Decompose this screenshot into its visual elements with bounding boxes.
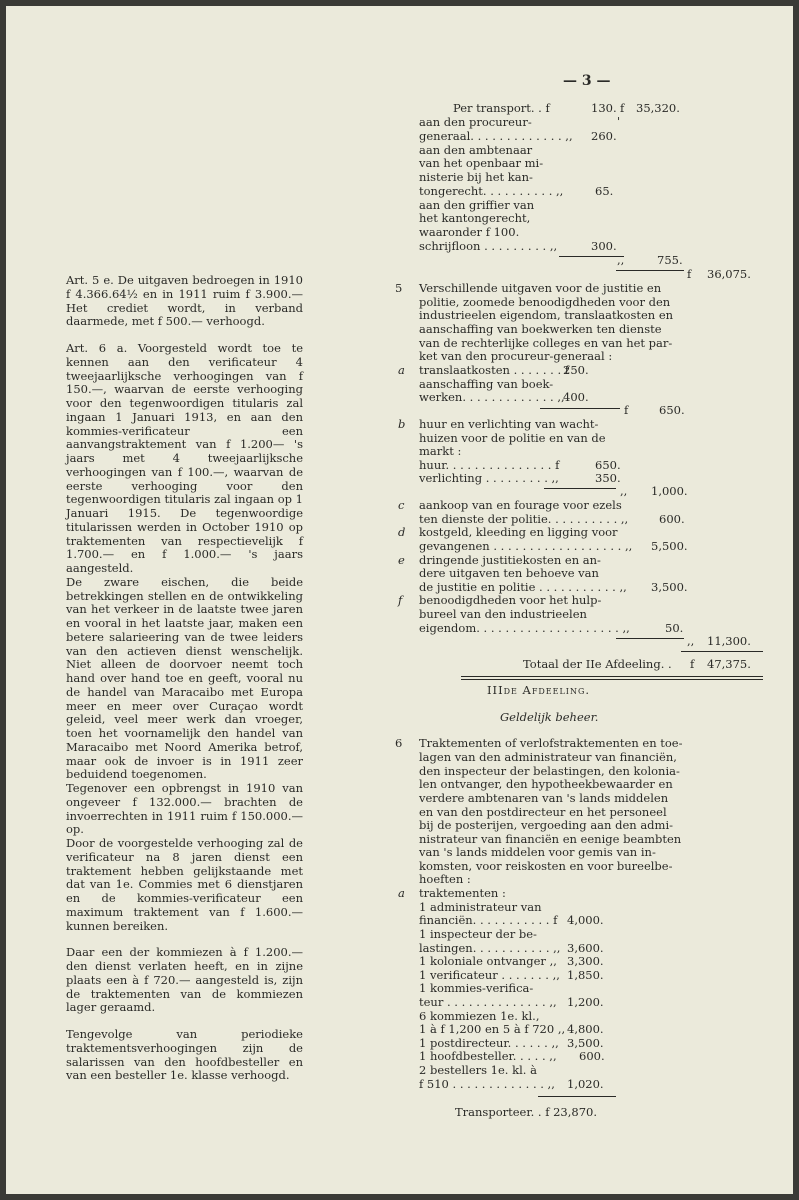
art6-line: bij de posterijen, vergoeding aan den admi-	[419, 818, 674, 832]
salary-value: 1,850.	[567, 968, 604, 982]
salary-line: financiën. . . . . . . . . . . f	[419, 913, 558, 927]
salary-line: 2 bestellers 1e. kl. à	[419, 1063, 537, 1077]
salary-value: 600.	[579, 1049, 605, 1063]
item-letter: f	[398, 593, 403, 607]
transport-label: Per transport. . f	[453, 101, 550, 115]
art5-c-line: ten dienste der politie. . . . . . . . . . ,,	[419, 512, 629, 526]
art5-b-value: 350.	[595, 471, 621, 485]
art5-line: aanschaffing van boekwerken ten dienste	[419, 322, 662, 336]
page-number: — 3 —	[563, 73, 611, 89]
transport-item: tongerecht. . . . . . . . . . ,,	[419, 184, 564, 198]
art6-line: lagen van den administrateur van financiën,	[419, 750, 677, 764]
art5-a-line: aanschaffing van boek-	[419, 377, 554, 391]
salary-line: 1 hoofdbesteller. . . . . ,,	[419, 1049, 557, 1063]
salary-line: 6 kommiezen 1e. kl.,	[419, 1009, 540, 1023]
section-subheading: Geldelijk beheer.	[500, 710, 599, 724]
rule	[681, 651, 763, 652]
ink-mark: '	[617, 114, 621, 128]
transport-item-value: 65.	[595, 184, 614, 198]
transport-subtotal: 755.	[657, 253, 683, 267]
paragraph: Tegenover een opbrengst in 1910 van ongeveer f 132.000.— brachten de invoerrechten in 1911 ruim f 150.000.— op.	[66, 781, 303, 837]
art5-a-line: translaatkosten . . . . . . . f	[419, 363, 570, 377]
art5-a-total: 650.	[659, 403, 685, 417]
transport-item: aan den ambtenaar	[419, 143, 533, 157]
totaal-label: Totaal der IIe Afdeeling. .	[523, 657, 672, 671]
section-total: 36,075.	[707, 267, 751, 281]
totaal-amount: 47,375.	[707, 657, 751, 671]
rule	[538, 1096, 616, 1097]
transport-item: aan den procureur-	[419, 115, 532, 129]
paragraph: Art. 5 e. De uitgaven bedroegen in 1910 f 4.366.64½ en in 1911 ruim f 3.900.— Het crediet wordt, in verband daarmede, met f 500.— verhoogd.	[66, 273, 303, 329]
transport-item: het kantongerecht,	[419, 211, 531, 225]
item-letter: a	[398, 886, 405, 900]
art5-c-total: 600.	[659, 512, 685, 526]
art5-d-line: gevangenen . . . . . . . . . . . . . . . . . . ,,	[419, 539, 633, 553]
art6-line: verdere ambtenaren van 's lands middelen	[419, 791, 669, 805]
art5-line: ket van den procureur-generaal :	[419, 349, 613, 363]
salary-value: 3,500.	[567, 1036, 604, 1050]
art5-f-line: benoodigdheden voor het hulp-	[419, 593, 602, 607]
transport-total: 35,320.	[636, 101, 680, 115]
art5-a-value: 400.	[563, 390, 589, 404]
salary-line: 1 administrateur van	[419, 900, 542, 914]
art5-e-line: de justitie en politie . . . . . . . . . . . ,,	[419, 580, 627, 594]
rule	[544, 488, 616, 489]
salary-value: 3,600.	[567, 941, 604, 955]
art6-line: nistrateur van financiën en eenige beambten	[419, 832, 682, 846]
salary-line: f 510 . . . . . . . . . . . . . ,,	[419, 1077, 555, 1091]
art5-d-line: kostgeld, kleeding en ligging voor	[419, 525, 618, 539]
salary-line: 1 à f 1,200 en 5 à f 720 ,,	[419, 1022, 566, 1036]
paragraph: De zware eischen, die beide betrekkingen stellen en de ontwikkeling van het verkeer in de laatste twee jaren en vooral in het laatste jaar, maken een betere salarieering van de twee leiders van den actieven dienst wenschelijk. Niet alleen de doorvoer neemt toch hand over hand toe en geeft, vooral nu de handel van Maracaibo met Europa meer en meer over Curaçao wordt geleid, veel meer werk dan vroeger, toen het voornamelijk den handel van Maracaibo met Noord Amerika betrof, maar ook de invoer is in 1911 zeer beduidend toegenomen.	[66, 574, 303, 782]
art5-b-total: 1,000.	[651, 484, 688, 498]
art5-a-currency: f	[624, 403, 629, 417]
item-letter: d	[398, 525, 406, 539]
section-heading: IIIde Afdeeling.	[487, 683, 591, 697]
left-column	[66, 274, 303, 1096]
art5-sum-total: 11,300.	[707, 634, 751, 648]
art5-line: van de rechterlijke colleges en van het par-	[419, 336, 673, 350]
art5-c-line: aankoop van en fourage voor ezels	[419, 498, 622, 512]
art5-line: politie, zoomede benoodigdheden voor den	[419, 295, 671, 309]
art5-b-value: 650.	[595, 458, 621, 472]
salary-line: 1 kommies-verifica-	[419, 981, 534, 995]
rule	[540, 408, 620, 409]
transport-item: waaronder f 100.	[419, 225, 520, 239]
transport-item: generaal. . . . . . . . . . . . . ,,	[419, 129, 573, 143]
transport-item-value: 260.	[591, 129, 617, 143]
document-page	[6, 6, 793, 1194]
art5-e-total: 3,500.	[651, 580, 688, 594]
paragraph: Door de voorgestelde verhooging zal de verificateur na 8 jaren dienst een traktement hebben gelijkstaande met dat van 1e. Commies met 6 dienstjaren en de kommies-verificateur een maximum traktement van f 1.600.— kunnen bereiken.	[66, 836, 303, 933]
transporteer: Transporteer. . f 23,870.	[455, 1105, 598, 1119]
paragraph: Tengevolge van periodieke traktementsverhoogingen zijn de salarissen van den hoofdbesteller en van een besteller 1e. klasse verhoogd.	[66, 1027, 303, 1083]
totaal-currency: f	[690, 657, 695, 671]
item-letter: e	[398, 553, 405, 567]
art5-e-line: dringende justitiekosten en an-	[419, 553, 601, 567]
art5-f-line: eigendom. . . . . . . . . . . . . . . . . . . . ,,	[419, 621, 630, 635]
salary-line: teur . . . . . . . . . . . . . . ,,	[419, 995, 557, 1009]
art6-line: Traktementen of verlofstraktementen en toe-	[419, 736, 683, 750]
section-currency: f	[687, 267, 692, 281]
art6-line: den inspecteur der belastingen, den koloniа-	[419, 764, 680, 778]
art5-b-line: huizen voor de politie en van de	[419, 431, 606, 445]
transport-item: van het openbaar mi-	[419, 156, 544, 170]
art5-f-line: bureel van den industrieelen	[419, 607, 587, 621]
art5-b-mark: ,,	[620, 484, 628, 498]
rule	[616, 638, 684, 639]
art6-line: len ontvanger, den hypotheekbewaarder en	[419, 777, 673, 791]
art5-b-line: markt :	[419, 444, 462, 458]
transport-item: schrijfloon . . . . . . . . . ,,	[419, 239, 558, 253]
art5-line: Verschillende uitgaven voor de justitie en	[419, 281, 662, 295]
article-number: 5	[395, 281, 403, 295]
art5-f-total: 50.	[665, 621, 684, 635]
art6-line: komsten, voor reiskosten en voor bureelbe-	[419, 859, 673, 873]
item-letter: a	[398, 363, 405, 377]
salary-line: 1 postdirecteur. . . . . . ,,	[419, 1036, 559, 1050]
transport-currency: f	[620, 101, 625, 115]
transport-item: aan den griffier van	[419, 198, 535, 212]
salary-line: 1 verificateur . . . . . . . ,,	[419, 968, 560, 982]
salary-value: 4,000.	[567, 913, 604, 927]
salary-line: 1 koloniale ontvanger ,,	[419, 954, 557, 968]
art5-d-total: 5,500.	[651, 539, 688, 553]
salary-line: 1 inspecteur der be-	[419, 927, 537, 941]
art5-a-line: werken. . . . . . . . . . . . . ,,	[419, 390, 565, 404]
art5-b-line: huur en verlichting van wacht-	[419, 417, 599, 431]
subtotal-mark: ,,	[617, 253, 625, 267]
salary-line: lastingen. . . . . . . . . . . ,,	[419, 941, 561, 955]
art6-line: hoeften :	[419, 872, 471, 886]
salary-value: 1,020.	[567, 1077, 604, 1091]
art5-b-line: verlichting . . . . . . . . . ,,	[419, 471, 559, 485]
transport-amount: 130.	[591, 101, 617, 115]
salary-value: 4,800.	[567, 1022, 604, 1036]
art5-b-line: huur. . . . . . . . . . . . . . . f	[419, 458, 560, 472]
art6-line: van 's lands middelen voor gemis van in-	[419, 845, 656, 859]
paragraph: Daar een der kommiezen à f 1.200.— den dienst verlaten heeft, en in zijne plaats een à f 720.— aangesteld is, zijn de traktementen van de kommiezen lager geraamd.	[66, 945, 303, 1015]
rule	[559, 256, 624, 257]
salary-value: 3,300.	[567, 954, 604, 968]
salary-value: 1,200.	[567, 995, 604, 1009]
double-rule	[461, 676, 763, 680]
transport-item-value: 300.	[591, 239, 617, 253]
art6-a-head: traktementen :	[419, 886, 506, 900]
article-number: 6	[395, 736, 403, 750]
art5-a-value: 250.	[563, 363, 589, 377]
paragraph: Art. 6 a. Voorgesteld wordt toe te kennen aan den verificateur 4 tweejaarlijksche verhoogingen van f 150.—, waarvan de eerste verhooging voor den tegenwoordigen titularis zal ingaan 1 Januari 1913, en aan den kommies-verificateur een aanvangstraktement van f 1.200— 's jaars met 4 tweejaarlijksche verhoogingen van f 100.—, waarvan de eerste verhooging voor den tegenwoordigen titularis zal ingaan op 1 Januari 1915. De tegenwoordige titularissen werden in October 1910 op traktementen van respectievelijk f 1.700.— en f 1.000.— 's jaars aangesteld.	[66, 341, 303, 575]
art5-e-line: dere uitgaven ten behoeve van	[419, 566, 599, 580]
art6-line: en van den postdirecteur en het personeel	[419, 805, 667, 819]
item-letter: b	[398, 417, 406, 431]
art5-line: industrieelen eigendom, translaatkosten en	[419, 308, 674, 322]
art5-sum-mark: ,,	[687, 634, 695, 648]
item-letter: c	[398, 498, 405, 512]
transport-item: nisterie bij het kan-	[419, 170, 533, 184]
rule	[616, 270, 684, 271]
